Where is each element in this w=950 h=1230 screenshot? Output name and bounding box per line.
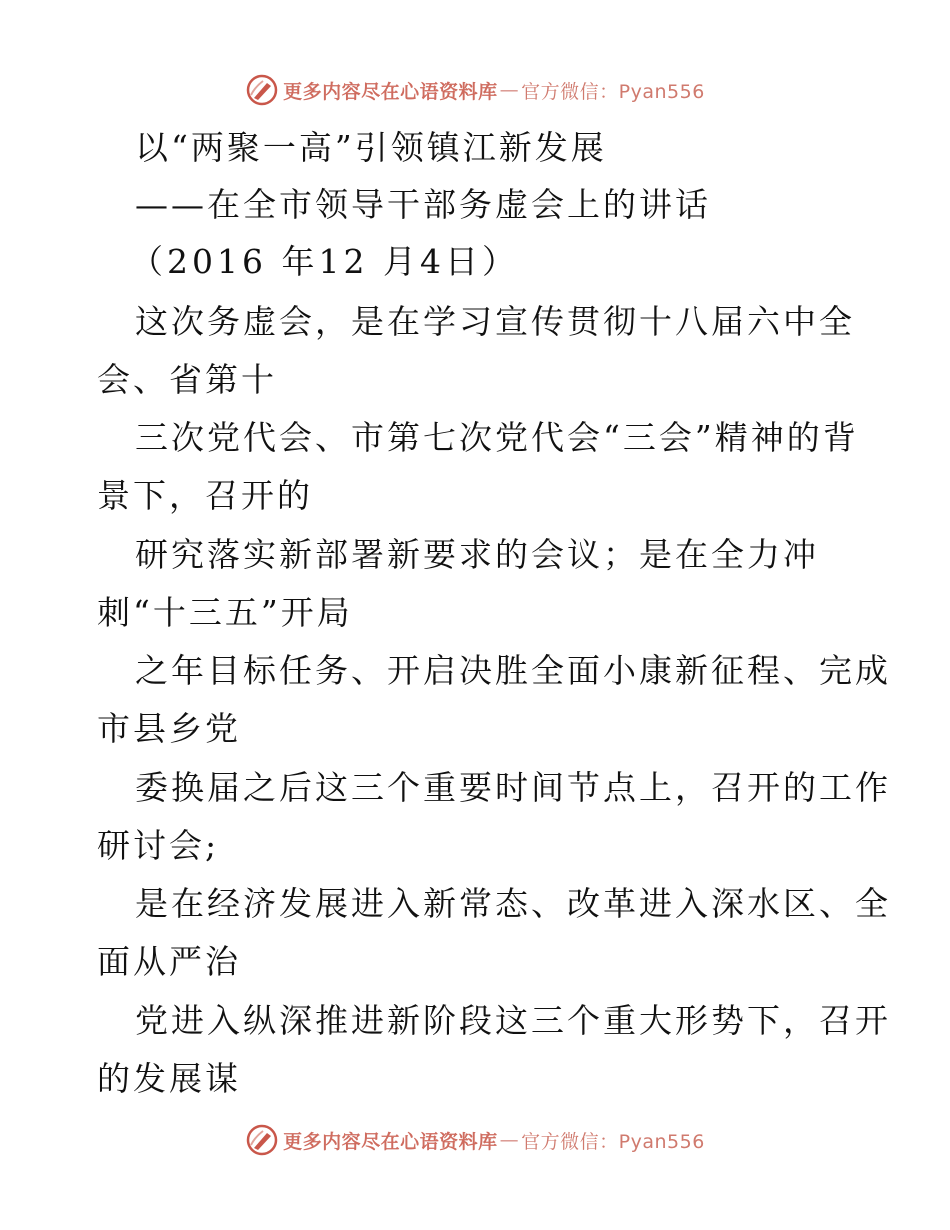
- paragraph-line: 是在经济发展进入新常态、改革进入深水区、全: [135, 884, 891, 923]
- paragraph-line: 景下，召开的: [97, 476, 313, 515]
- paragraph-line: 这次务虚会，是在学习宣传贯彻十八届六中全: [135, 302, 855, 341]
- document-subtitle: ——在全市领导干部务虚会上的讲话: [135, 185, 711, 224]
- watermark-bold-text: 更多内容尽在心语资料库: [283, 1130, 498, 1153]
- watermark-bold-text: 更多内容尽在心语资料库: [283, 80, 498, 103]
- pen-logo-icon: [245, 1123, 279, 1157]
- header-watermark: [0, 70, 950, 110]
- paragraph-line: 研究落实新部署新要求的会议；是在全力冲: [135, 535, 819, 574]
- watermark-rest-text: 官方微信：Pyan556: [521, 1130, 705, 1153]
- footer-watermark: [0, 1120, 950, 1160]
- paragraph-line: 研讨会;: [97, 826, 220, 865]
- document-title: 以“两聚一高”引领镇江新发展: [135, 128, 607, 167]
- watermark-rest-text: 官方微信：Pyan556: [521, 80, 705, 103]
- paragraph-line: 会、省第十: [97, 360, 277, 399]
- watermark-dash: —: [499, 1129, 520, 1151]
- paragraph-line: 委换届之后这三个重要时间节点上，召开的工作: [135, 768, 891, 807]
- paragraph-line: 面从严治: [97, 942, 241, 981]
- paragraph-line: 刺“十三五”开局: [97, 593, 353, 632]
- paragraph-line: 的发展谋: [97, 1059, 241, 1098]
- watermark-dash: —: [499, 79, 520, 101]
- document-date: （2016 年12 月4日）: [130, 242, 519, 281]
- paragraph-line: 市县乡党: [97, 709, 241, 748]
- paragraph-line: 之年目标任务、开启决胜全面小康新征程、完成: [135, 651, 891, 690]
- pen-logo-icon: [245, 73, 279, 107]
- paragraph-line: 党进入纵深推进新阶段这三个重大形势下，召开: [135, 1001, 891, 1040]
- paragraph-line: 三次党代会、市第七次党代会“三会”精神的背: [135, 418, 859, 457]
